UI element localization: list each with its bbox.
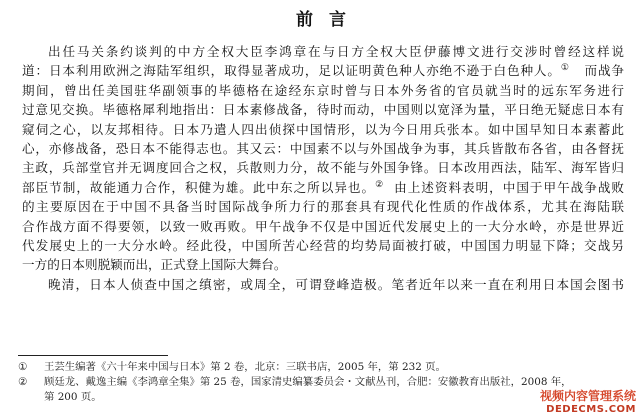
text-line: 出任马关条约谈判的中方全权大臣李鸿章在与日方全权大臣伊藤博文进行交涉时曾经这样说 [48,44,624,59]
text-line: 代发展史上的一大分水岭。经此役，中国所苦心经营的均势局面被打破，中国国力明显下降；交战另 [22,237,624,253]
text-line: 过意见交换。毕德格犀利地指出：日本素修战备，待时而动，中国则以宽泽为量，平日绝无疑虑日本有 [22,102,624,118]
text-line: 心，亦修战备，恐日本不能得志也。其又云：中国素不以与外国战争为事，其兵皆散布各省，由各督抚 [22,140,624,156]
body-text [22,42,624,294]
text-line: 道：日本利用欧洲之海陆军组织，取得显著成功，足以证明黄色种人亦绝不逊于白色种人。① 而战争 [22,63,624,79]
text-line: 晚清，日本人侦查中国之缜密，或周全，可谓登峰造极。笔者近年以来一直在利用日本国会图书 [48,276,624,292]
footnote-2-continuation: 第 200 页。 [44,391,102,403]
text-line: 期间，曾出任美国驻华副领事的毕德格在途经东京时曾与日本外务省的官员就当时的远东军务进行 [22,82,624,98]
footnote-1 [18,360,624,375]
footnote-text: 王芸生编著《六十年来中国与日本》第 2 卷，北京：三联书店，2005 年，第 232 页。 [44,361,446,373]
text-line: 合作战方面不得要领，以致一败再败。甲午战争不仅是中国近代发展史上的一大分水岭，亦是世界近 [22,218,624,234]
footnote-divider [18,355,168,356]
watermark-logo [540,387,636,415]
footnote-ref-2[interactable]: ② [375,179,385,190]
text-line: 一方的日本则脱颖而出，正式登上国际大舞台。 [22,257,287,273]
footnote-mark: ② [18,376,28,388]
footnote-ref-1[interactable]: ① [560,63,570,74]
page-title: 前言 [296,10,362,30]
text-line: 窥伺之心，以友邦相待。日本乃遣人四出侦探中国情形，以为今日用兵张本。如中国早知日本素蓄此 [22,121,624,137]
text-line: 主政，兵部堂官并无调度回合之权，兵散则力分，故不能与外国争锋。日本改用西法，陆军、海军皆归 [22,160,624,176]
footnote-2 [18,375,624,390]
text-line: 部臣节制，故能通力合作，积健为雄。此中东之所以异也。② 由上述资料表明，中国于甲午战争战败 [22,179,624,195]
footnote-text: 顾廷龙、戴逸主编《李鸿章全集》第 25 卷，国家清史编纂委员会・文献丛刊，合肥：安徽教育出版社，2008 年， [44,376,572,388]
watermark-line-2: DEDECMS.COM [546,404,636,415]
footnotes [18,360,624,405]
footnote-mark: ① [18,361,28,373]
text-line: 的主要原因在于中国不具备当时国际战争所力行的那套具有现代化性质的作战体系，尤其在海陆联 [22,199,624,215]
watermark-line-1: 视频内容管理系统 [539,389,636,403]
